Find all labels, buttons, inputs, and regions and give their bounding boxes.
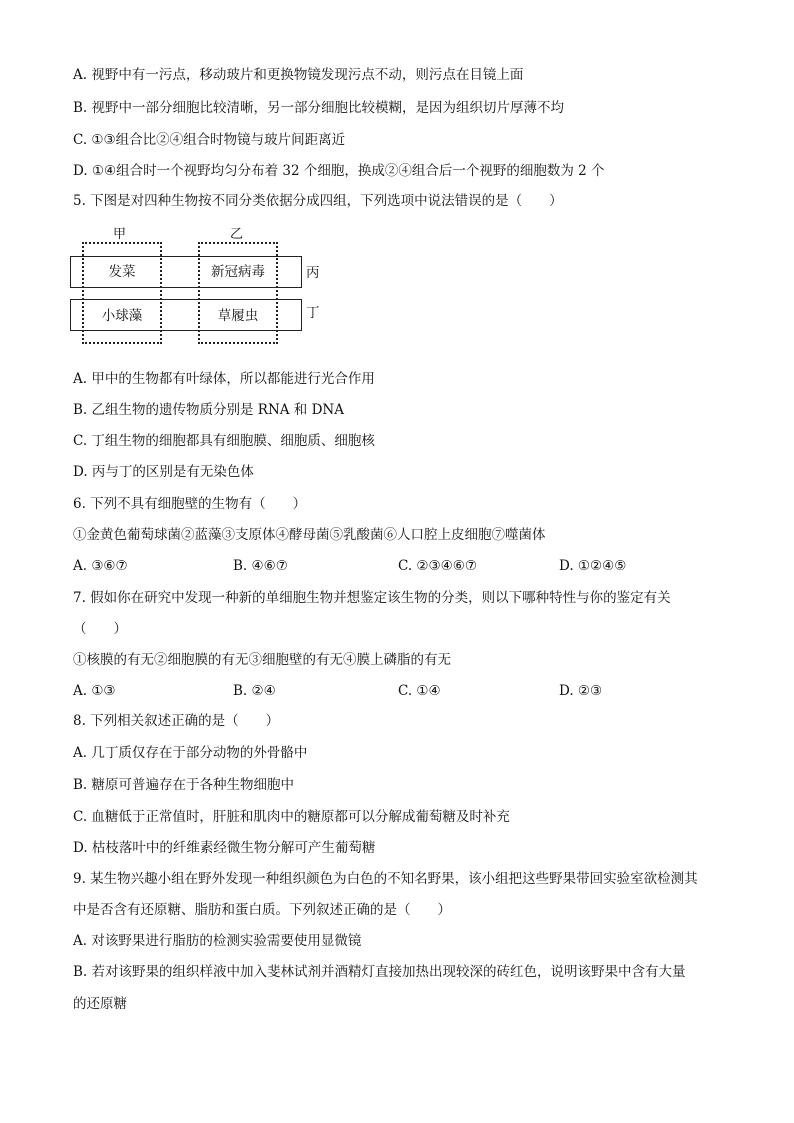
q8-option-d: D. 枯枝落叶中的纤维素经微生物分解可产生葡萄糖 bbox=[73, 840, 376, 856]
label-bing: 丙 bbox=[306, 265, 320, 281]
q8-stem: 8. 下列相关叙述正确的是（ ） bbox=[73, 713, 280, 729]
q8-option-c: C. 血糖低于正常值时，肝脏和肌肉中的糖原都可以分解成葡萄糖及时补充 bbox=[73, 809, 510, 825]
q9-option-a: A. 对该野果进行脂肪的检测实验需要使用显微镜 bbox=[73, 933, 362, 949]
q9-option-b-line1: B. 若对该野果的组织样液中加入斐林试剂并酒精灯直接加热出现较深的砖红色，说明该野果中含有大量 bbox=[73, 964, 686, 980]
cell-xinguan: 新冠病毒 bbox=[211, 264, 265, 280]
q6-option-d: D. ①②④⑤ bbox=[559, 558, 627, 574]
label-ding: 丁 bbox=[306, 305, 320, 321]
q4-option-c: C. ①③组合比②④组合时物镜与玻片间距离近 bbox=[73, 132, 346, 148]
q5-option-a: A. 甲中的生物都有叶绿体，所以都能进行光合作用 bbox=[73, 371, 375, 387]
q5-option-c: C. 丁组生物的细胞都具有细胞膜、细胞质、细胞核 bbox=[73, 433, 375, 449]
cell-facai: 发菜 bbox=[108, 264, 136, 280]
q7-option-d: D. ②③ bbox=[559, 683, 603, 699]
q5-stem: 5. 下图是对四种生物按不同分类依据分成四组，下列选项中说法错误的是（ ） bbox=[73, 193, 563, 209]
q8-option-b: B. 糖原可普遍存在于各种生物细胞中 bbox=[73, 777, 295, 793]
cell-xiaoqiuzao: 小球藻 bbox=[101, 308, 143, 324]
label-jia: 甲 bbox=[113, 227, 127, 242]
q7-paren: （ ） bbox=[73, 621, 127, 637]
q4-option-b: B. 视野中一部分细胞比较清晰，另一部分细胞比较模糊，是因为组织切片厚薄不均 bbox=[73, 100, 565, 116]
q6-option-a: A. ③⑥⑦ bbox=[73, 558, 128, 574]
column-box-yi bbox=[198, 242, 278, 344]
q6-items: ①金黄色葡萄球菌②蓝藻③支原体④酵母菌⑤乳酸菌⑥人口腔上皮细胞⑦噬菌体 bbox=[73, 527, 546, 543]
q9-option-b-line2: 的还原糖 bbox=[73, 996, 127, 1012]
q9-stem-line2: 中是否含有还原糖、脂肪和蛋白质。下列叙述正确的是（ ） bbox=[73, 902, 451, 918]
q7-stem: 7. 假如你在研究中发现一种新的单细胞生物并想鉴定该生物的分类，则以下哪种特性与你的鉴定有关 bbox=[73, 590, 671, 606]
classification-diagram bbox=[70, 226, 330, 346]
q5-option-d: D. 丙与丁的区别是有无染色体 bbox=[73, 464, 254, 480]
label-yi: 乙 bbox=[230, 227, 244, 242]
q8-option-a: A. 几丁质仅存在于部分动物的外骨骼中 bbox=[73, 745, 308, 761]
q6-option-c: C. ②③④⑥⑦ bbox=[398, 558, 477, 574]
q7-option-c: C. ①④ bbox=[398, 683, 441, 699]
q9-stem-line1: 9. 某生物兴趣小组在野外发现一种组织颜色为白色的不知名野果，该小组把这些野果带回实验室欲检测其 bbox=[73, 871, 698, 887]
cell-caolvchong: 草履虫 bbox=[217, 308, 259, 324]
q7-option-b: B. ②④ bbox=[233, 683, 276, 699]
q4-option-a: A. 视野中有一污点，移动玻片和更换物镜发现污点不动，则污点在目镜上面 bbox=[73, 67, 524, 83]
q6-stem: 6. 下列不具有细胞壁的生物有（ ） bbox=[73, 496, 307, 512]
q7-option-a: A. ①③ bbox=[73, 683, 116, 699]
column-box-jia bbox=[82, 242, 162, 344]
q7-items: ①核膜的有无②细胞膜的有无③细胞壁的有无④膜上磷脂的有无 bbox=[73, 652, 451, 668]
q5-option-b: B. 乙组生物的遗传物质分别是 RNA 和 DNA bbox=[73, 402, 344, 418]
q6-option-b: B. ④⑥⑦ bbox=[233, 558, 288, 574]
q4-option-d: D. ①④组合时一个视野均匀分布着 32 个细胞，换成②④组合后一个视野的细胞数为 2 个 bbox=[73, 163, 605, 179]
